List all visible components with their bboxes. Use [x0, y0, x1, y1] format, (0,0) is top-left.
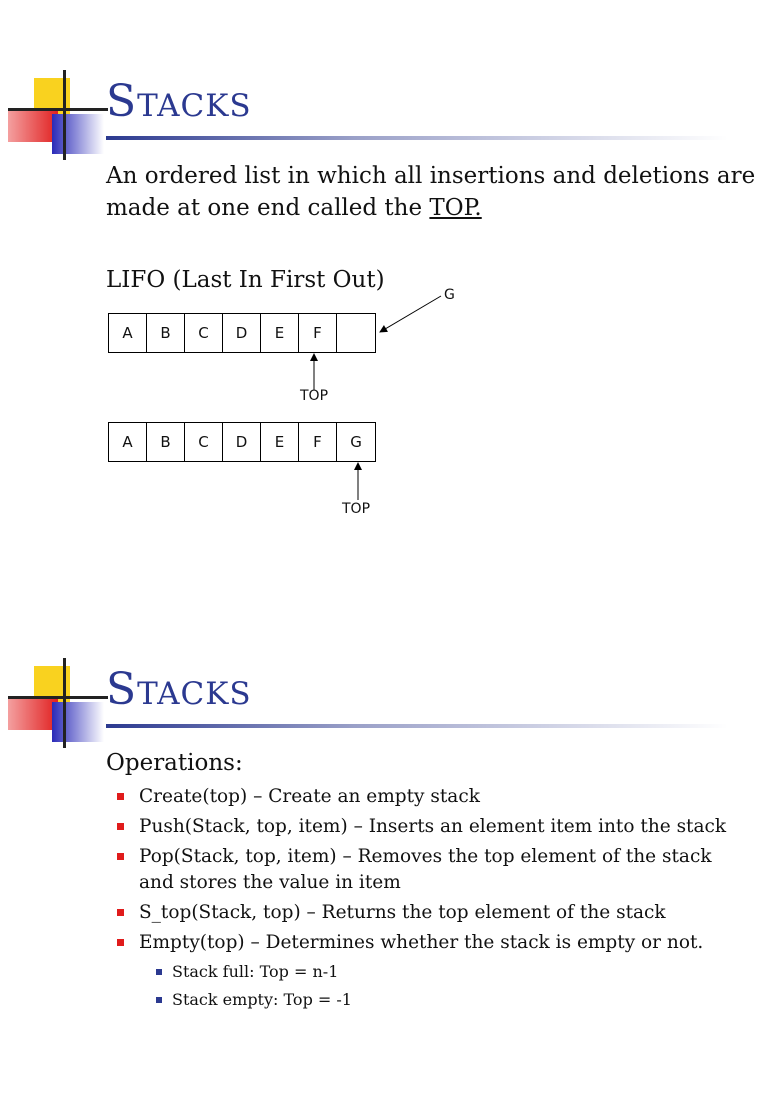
logo-vertical-line — [63, 70, 66, 160]
top-label-2: TOP — [342, 501, 371, 517]
push-arrow — [380, 296, 441, 332]
bullet-icon — [117, 823, 124, 830]
slide-2 — [0, 588, 768, 1100]
logo-blue-square — [52, 114, 104, 154]
sub-bullet-icon — [156, 997, 162, 1003]
array-cell: F — [299, 314, 337, 352]
definition-text — [106, 160, 755, 224]
operations-list — [114, 784, 734, 1018]
array-cell: D — [223, 423, 261, 461]
list-item — [114, 814, 734, 840]
operation-text: Pop(Stack, top, item) – Removes the top element of the stack and stores the value in item — [139, 846, 712, 893]
top-label-1: TOP — [300, 388, 329, 404]
logo-red-square — [8, 108, 58, 142]
array-cell-empty — [337, 314, 375, 352]
slide-logo — [8, 70, 108, 160]
operations-heading: Operations: — [106, 750, 243, 776]
operation-text: S_top(Stack, top) – Returns the top element of the stack — [139, 902, 666, 923]
sub-operation-text: Stack empty: Top = -1 — [172, 990, 352, 1009]
stack-array-before — [108, 313, 376, 353]
list-item — [114, 900, 734, 926]
array-cell: C — [185, 314, 223, 352]
title-divider — [106, 724, 728, 728]
sub-bullet-icon — [156, 969, 162, 975]
logo-vertical-line — [63, 658, 66, 748]
bullet-icon — [117, 939, 124, 946]
stack-array-after — [108, 422, 376, 462]
operation-text: Create(top) – Create an empty stack — [139, 786, 480, 807]
array-cell: D — [223, 314, 261, 352]
operation-text: Push(Stack, top, item) – Inserts an element item into the stack — [139, 816, 727, 837]
array-cell: E — [261, 423, 299, 461]
slide-title: Stacks — [106, 76, 252, 127]
definition-line-2 — [106, 192, 755, 224]
slide-title: Stacks — [106, 664, 252, 715]
top-keyword: TOP. — [429, 195, 482, 221]
array-cell: B — [147, 423, 185, 461]
slide-1 — [0, 0, 768, 517]
lifo-label: LIFO (Last In First Out) — [106, 267, 385, 293]
logo-red-square — [8, 696, 58, 730]
sub-operations-list — [139, 958, 734, 1014]
slide-logo — [8, 658, 108, 748]
list-item — [114, 930, 734, 1014]
array-cell: B — [147, 314, 185, 352]
array-cell: C — [185, 423, 223, 461]
array-cell: A — [109, 423, 147, 461]
bullet-icon — [117, 793, 124, 800]
logo-blue-square — [52, 702, 104, 742]
list-item — [114, 784, 734, 810]
sub-operation-text: Stack full: Top = n-1 — [172, 962, 339, 981]
definition-line-2-prefix: made at one end called the — [106, 195, 430, 221]
array-cell: F — [299, 423, 337, 461]
sub-list-item — [139, 958, 734, 986]
logo-horizontal-line — [8, 108, 108, 111]
logo-horizontal-line — [8, 696, 108, 699]
array-cell: A — [109, 314, 147, 352]
sub-list-item — [139, 986, 734, 1014]
list-item — [114, 844, 734, 896]
bullet-icon — [117, 909, 124, 916]
array-cell: G — [350, 433, 362, 451]
array-cell: E — [261, 314, 299, 352]
operation-text: Empty(top) – Determines whether the stack is empty or not. — [139, 932, 704, 953]
definition-line-1: An ordered list in which all insertions and deletions are — [106, 163, 756, 189]
incoming-element-label: G — [444, 287, 455, 303]
bullet-icon — [117, 853, 124, 860]
title-divider — [106, 136, 728, 140]
